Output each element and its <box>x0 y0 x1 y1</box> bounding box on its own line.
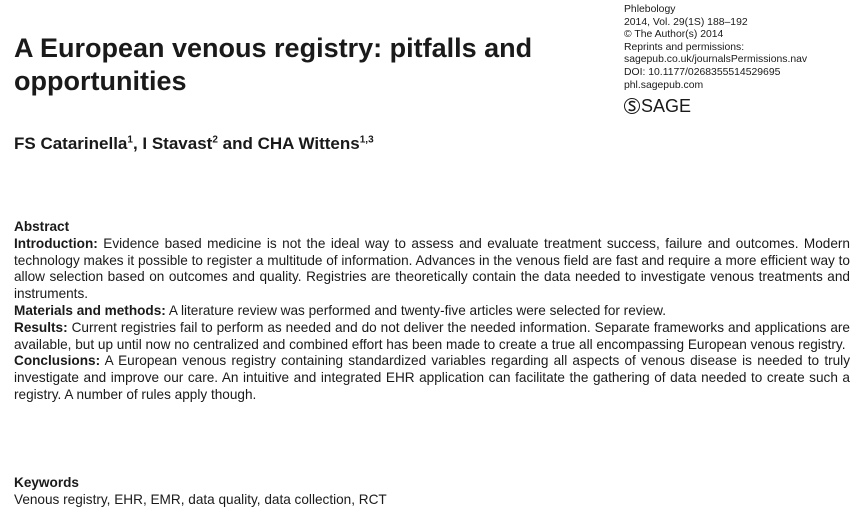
author-affiliation: 1 <box>127 134 133 146</box>
reprints-url[interactable]: sagepub.co.uk/journalsPermissions.nav <box>624 54 808 66</box>
keywords <box>14 474 850 508</box>
journal-info <box>624 4 860 116</box>
author-name: I Stavast <box>142 134 213 153</box>
section-label: Materials and methods: <box>14 302 166 318</box>
section-text: Evidence based medicine is not the ideal way to assess and evaluate treatment success, failure and outcomes. Modern technology makes it possible to register a multitude of information. Advances in the venous field are fast and require a more efficient way to allow selection based on outcomes and quality. Registries are theoretically contain the data needed to investigate venous treatments and instruments. <box>14 235 850 302</box>
journal-site[interactable]: phl.sagepub.com <box>624 79 704 91</box>
author-separator: and <box>217 134 258 153</box>
journal-name: Phlebology <box>624 4 676 15</box>
author-affiliation: 2 <box>212 134 218 146</box>
section-text: Current registries fail to perform as needed and do not deliver the needed information. Separate frameworks and applications are available, but up until now no centralized and combined effort has been made to create a true all encompassing European venous registry. <box>14 319 850 352</box>
abstract-heading: Abstract <box>14 219 70 234</box>
section-label: Conclusions: <box>14 353 101 369</box>
abstract-methods <box>14 303 850 320</box>
sage-logo <box>624 96 860 116</box>
section-label: Results: <box>14 319 68 335</box>
section-text: A literature review was performed and twenty-five articles were selected for review. <box>168 302 666 318</box>
keywords-text: Venous registry, EHR, EMR, data quality, data collection, RCT <box>14 492 387 507</box>
sage-logo-text: SAGE <box>641 96 692 117</box>
section-label: Introduction: <box>14 235 98 251</box>
abstract <box>14 219 850 404</box>
keywords-heading: Keywords <box>14 475 79 490</box>
author-affiliation: 1,3 <box>359 134 374 146</box>
reprints-label: Reprints and permissions: <box>624 41 745 53</box>
author-name: FS Catarinella <box>14 134 128 153</box>
abstract-conclusions <box>14 353 850 403</box>
author-list <box>14 132 714 156</box>
sage-logo-icon <box>624 98 640 114</box>
section-text: A European venous registry containing standardized variables regarding all aspects of venous disease is needed to truly investigate and improve our care. An intuitive and integrated EHR application can facilitate the gathering of data needed to create such a registry. A number of rules apply though. <box>14 353 850 402</box>
abstract-results <box>14 320 850 354</box>
author-separator: , <box>132 134 143 153</box>
volume-pages: 2014, Vol. 29(1S) 188–192 <box>624 16 748 28</box>
article-title: A European venous registry: pitfalls and opportunities <box>14 33 533 96</box>
author-name: CHA Wittens <box>257 134 360 153</box>
doi[interactable]: DOI: 10.1177/0268355514529695 <box>624 66 781 78</box>
copyright: © The Author(s) 2014 <box>624 29 724 41</box>
abstract-introduction <box>14 236 850 303</box>
